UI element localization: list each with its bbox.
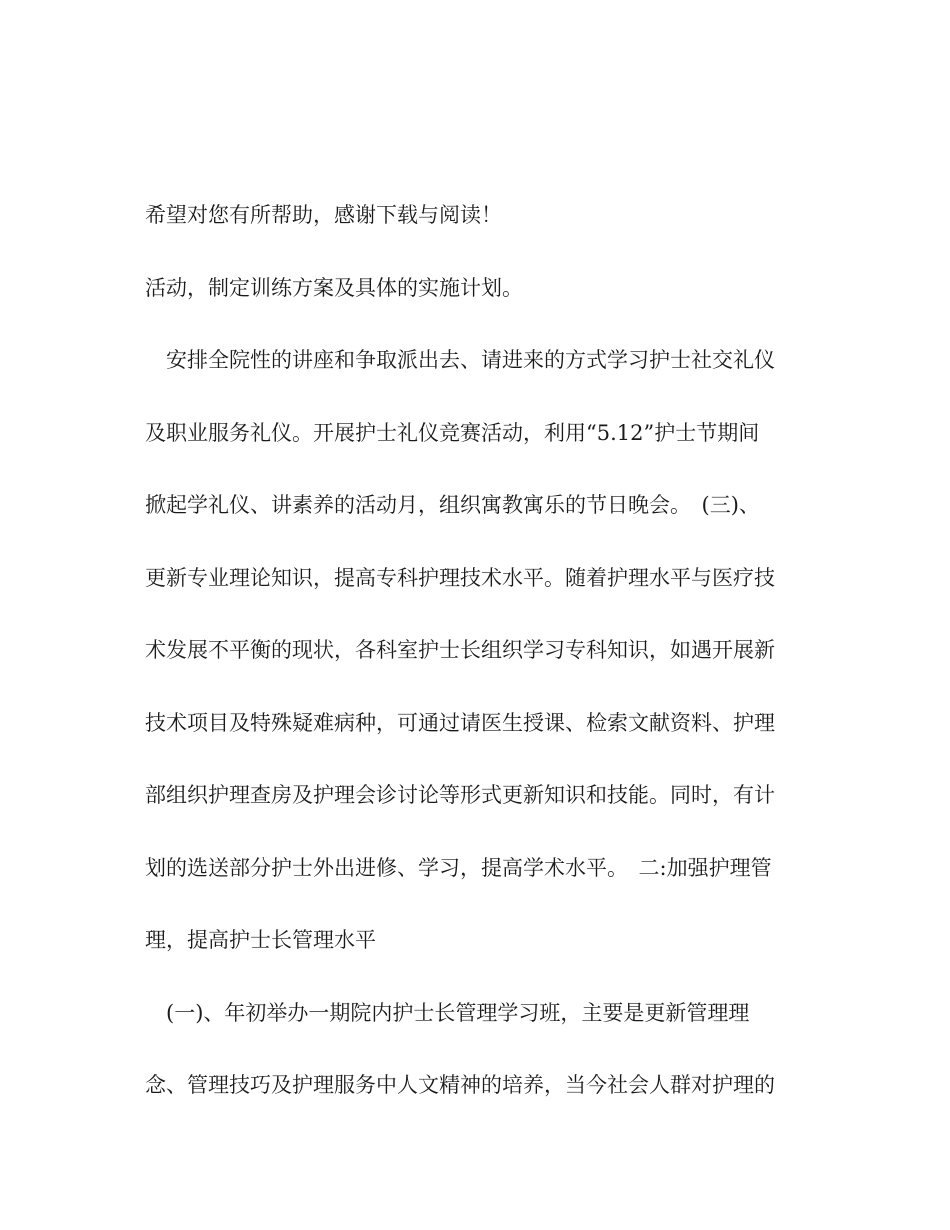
text-line: 理，提高护士长管理水平	[145, 928, 376, 952]
text-line: (一)、年初举办一期院内护士长管理学习班，主要是更新管理理	[145, 1001, 750, 1025]
text-line: 安排全院性的讲座和争取派出去、请进来的方式学习护士社交礼仪	[145, 348, 775, 372]
text-line: 部组织护理查房及护理会诊讨论等形式更新知识和技能。同时，有计	[145, 783, 775, 807]
text-line: 活动，制定训练方案及具体的实施计划。	[145, 276, 523, 300]
text-line: 术发展不平衡的现状，各科室护士长组织学习专科知识，如遇开展新	[145, 638, 775, 662]
text-line: 技术项目及特殊疑难病种，可通过请医生授课、检索文献资料、护理	[145, 711, 775, 735]
text-line: 更新专业理论知识，提高专科护理技术水平。随着护理水平与医疗技	[145, 566, 775, 590]
text-line: 及职业服务礼仪。开展护士礼仪竞赛活动，利用“5.12”护士节期间	[145, 421, 760, 445]
text-line: 念、管理技巧及护理服务中人文精神的培养，当今社会人群对护理的	[145, 1073, 775, 1097]
text-line: 掀起学礼仪、讲素养的活动月，组织寓教寓乐的节日晚会。 (三)、	[145, 493, 760, 517]
text-line: 希望对您有所帮助，感谢下载与阅读！	[145, 203, 502, 227]
text-line: 划的选送部分护士外出进修、学习，提高学术水平。 二:加强护理管	[145, 856, 772, 880]
